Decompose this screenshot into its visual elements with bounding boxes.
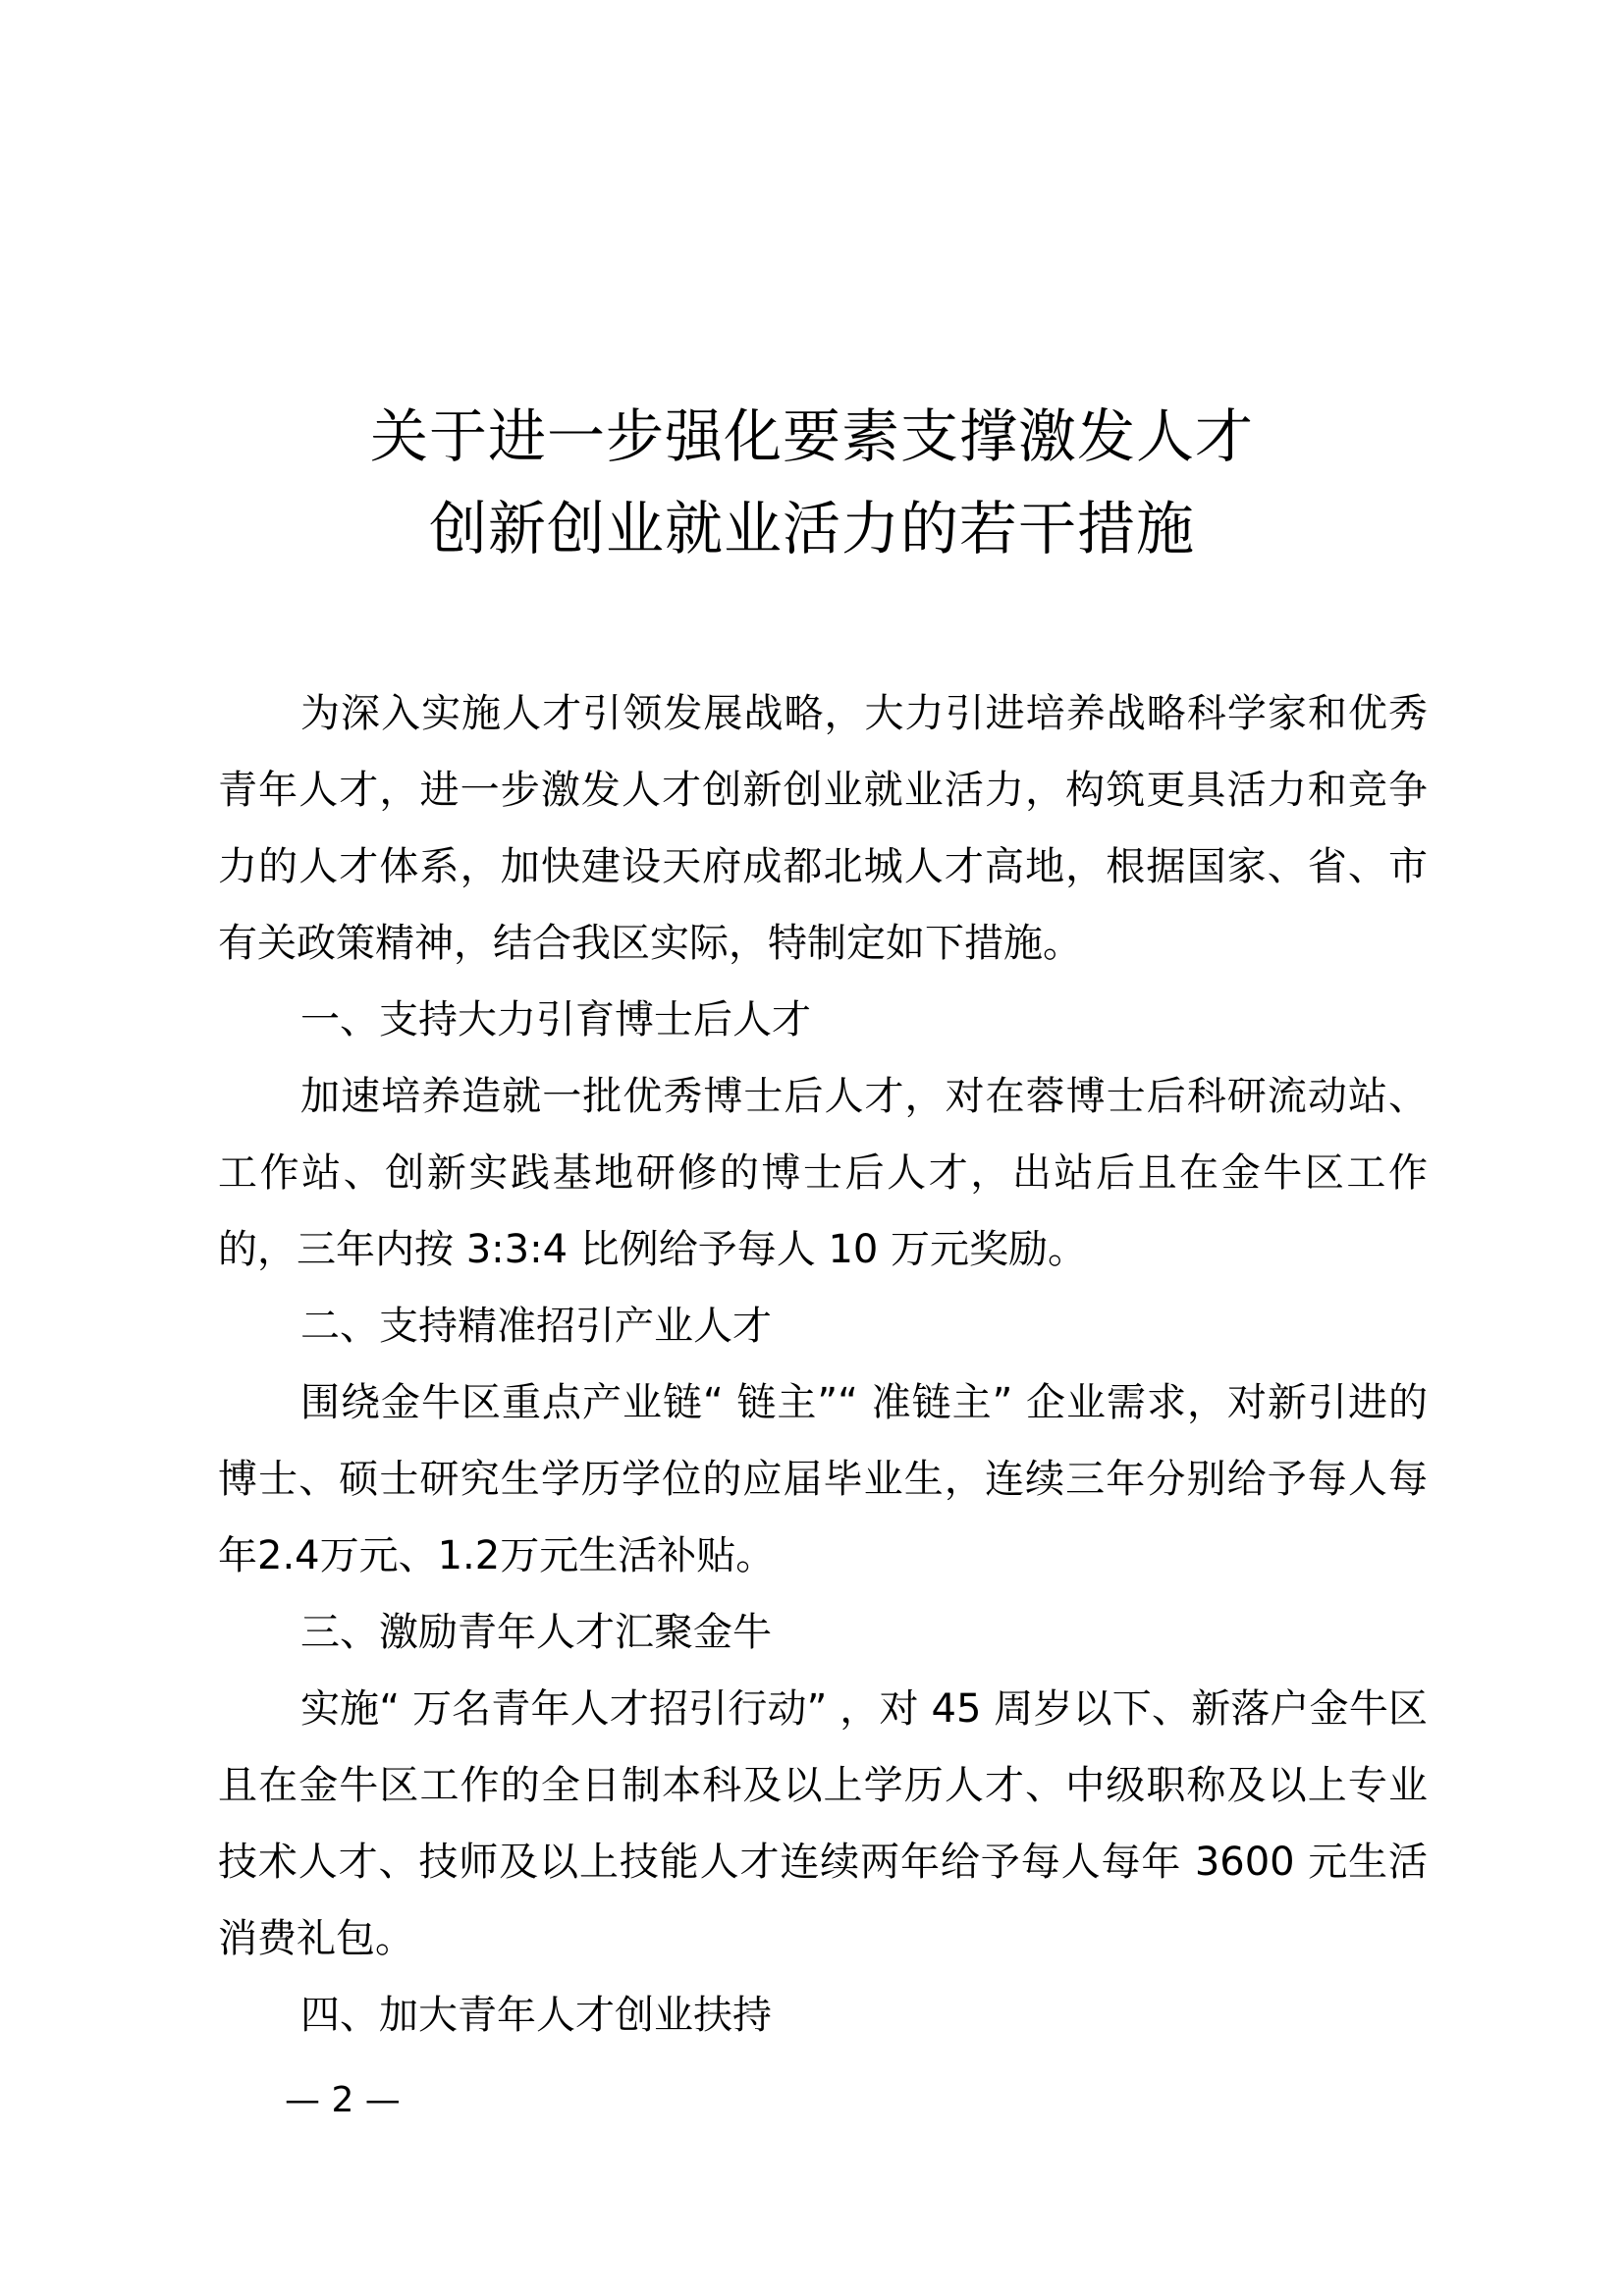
section-heading-1: 一、支持大力引育博士后人才 <box>300 997 811 1042</box>
document-body <box>218 675 1428 2054</box>
document-title <box>0 391 1624 575</box>
section-body-1: 加速培养造就一批优秀博士后人才，对在蓉博士后科研流动站、工作站、创新实践基地研修的博士后人才，出站后且在金牛区工作的，三年内按 3:3:4 比例给予每人 10 万元奖励。 <box>218 1074 1428 1272</box>
section-heading-4: 四、加大青年人才创业扶持 <box>300 1993 772 2038</box>
intro-paragraph: 为深入实施人才引领发展战略，大力引进培养战略科学家和优秀青年人才，进一步激发人才创新创业就业活力，构筑更具活力和竞争力的人才体系，加快建设天府成都北城人才高地，根据国家、省、市有关政策精神，结合我区实际，特制定如下措施。 <box>218 691 1428 966</box>
page-number: — 2 — <box>285 2080 401 2120</box>
section-heading-3: 三、激励青年人才汇聚金牛 <box>300 1610 772 1655</box>
title-line-2: 创新创业就业活力的若干措施 <box>428 495 1195 562</box>
section-heading-2: 二、支持精准招引产业人才 <box>300 1304 772 1349</box>
title-line-1: 关于进一步强化要素支撑激发人才 <box>369 402 1254 470</box>
section-body-2: 围绕金牛区重点产业链“ 链主”“ 准链主” 企业需求，对新引进的博士、硕士研究生学历学位的应届毕业生，连续三年分别给予每人每年2.4万元、1.2万元生活补贴。 <box>218 1380 1428 1578</box>
section-body-3: 实施“ 万名青年人才招引行动” ，对 45 周岁以下、新落户金牛区且在金牛区工作的全日制本科及以上学历人才、中级职称及以上专业技术人才、技师及以上技能人才连续两年给予每人每年 3600 元生活消费礼包。 <box>218 1686 1428 1961</box>
